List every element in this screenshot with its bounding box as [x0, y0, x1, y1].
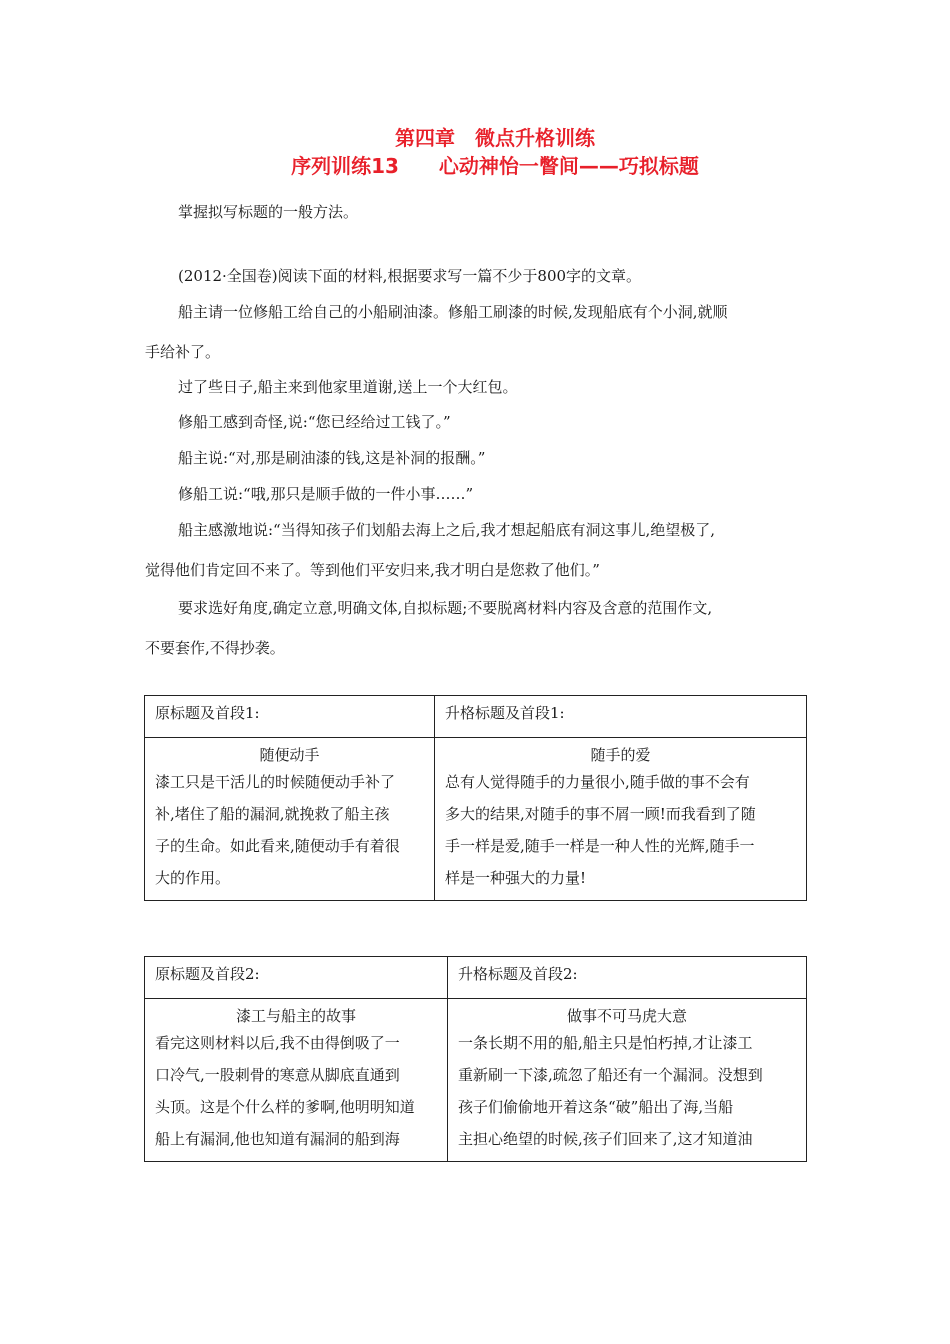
essay-paragraph	[155, 766, 424, 900]
original-content-cell	[145, 738, 435, 901]
text-line: 手一样是爱,随手一样是一种人性的光辉,随手一	[445, 837, 755, 855]
prompt-requirements: 不要套作,不得抄袭。	[145, 639, 285, 657]
comparison-table-2	[144, 956, 807, 1162]
essay-title: 漆工与船主的故事	[235, 1007, 356, 1025]
section-title: 序列训练13 心动神怡一瞥间——巧拟标题	[291, 154, 699, 178]
text-line: 总有人觉得随手的力量很小,随手做的事不会有	[445, 773, 750, 791]
text-line: 主担心绝望的时候,孩子们回来了,这才知道油	[458, 1130, 753, 1148]
essay-title: 随便动手	[259, 746, 320, 764]
text-line: 孩子们偷偷地开着这条“破”船出了海,当船	[458, 1098, 734, 1116]
text-line: 补,堵住了船的漏洞,就挽救了船主孩	[155, 805, 390, 823]
text-line: 子的生命。如此看来,随便动手有着很	[155, 837, 400, 855]
text-line: 样是一种强大的力量!	[445, 869, 587, 887]
text-line: 口冷气,一股刺骨的寒意从脚底直通到	[155, 1066, 400, 1084]
essay-title: 随手的爱	[590, 746, 651, 764]
text-line: 重新刷一下漆,疏忽了船还有一个漏洞。没想到	[458, 1066, 763, 1084]
essay-title: 做事不可马虎大意	[566, 1007, 687, 1025]
text-line: 大的作用。	[155, 869, 231, 887]
essay-paragraph	[458, 1027, 796, 1161]
upgraded-content-cell	[435, 738, 807, 901]
original-header-cell: 原标题及首段2:	[145, 957, 448, 999]
prompt-paragraph: 修船工感到奇怪,说:“您已经给过工钱了。”	[178, 413, 451, 431]
prompt-requirements: 要求选好角度,确定立意,明确文体,自拟标题;不要脱离材料内容及含意的范围作文,	[178, 599, 713, 617]
text-line: 多大的结果,对随手的事不屑一顾!而我看到了随	[445, 805, 756, 823]
upgraded-content-cell	[448, 999, 807, 1162]
upgraded-header-cell: 升格标题及首段1:	[435, 696, 807, 738]
text-line: 漆工只是干活儿的时候随便动手补了	[155, 773, 396, 791]
original-content-cell	[145, 999, 448, 1162]
prompt-paragraph: 手给补了。	[145, 343, 221, 361]
prompt-paragraph: 觉得他们肯定回不来了。等到他们平安归来,我才明白是您救了他们。”	[145, 561, 600, 579]
prompt-paragraph: 船主说:“对,那是刷油漆的钱,这是补洞的报酬。”	[178, 449, 486, 467]
intro-text: 掌握拟写标题的一般方法。	[178, 203, 359, 221]
original-header-cell: 原标题及首段1:	[145, 696, 435, 738]
prompt-paragraph: 过了些日子,船主来到他家里道谢,送上一个大红包。	[178, 378, 518, 396]
upgraded-header-cell: 升格标题及首段2:	[448, 957, 807, 999]
prompt-paragraph: 船主请一位修船工给自己的小船刷油漆。修船工刷漆的时候,发现船底有个小洞,就顺	[178, 303, 728, 321]
prompt-paragraph: 修船工说:“哦,那只是顺手做的一件小事……”	[178, 485, 474, 503]
text-line: 一条长期不用的船,船主只是怕朽掉,才让漆工	[458, 1034, 753, 1052]
comparison-table-1	[144, 695, 807, 901]
chapter-title: 第四章 微点升格训练	[395, 126, 595, 150]
text-line: 头顶。这是个什么样的爹啊,他明明知道	[155, 1098, 415, 1116]
prompt-source: (2012·全国卷)阅读下面的材料,根据要求写一篇不少于800字的文章。	[178, 267, 642, 285]
text-line: 船上有漏洞,他也知道有漏洞的船到海	[155, 1130, 400, 1148]
prompt-paragraph: 船主感激地说:“当得知孩子们划船去海上之后,我才想起船底有洞这事儿,绝望极了,	[178, 521, 716, 539]
essay-paragraph	[155, 1027, 437, 1161]
essay-paragraph	[445, 766, 796, 900]
text-line: 看完这则材料以后,我不由得倒吸了一	[155, 1034, 400, 1052]
